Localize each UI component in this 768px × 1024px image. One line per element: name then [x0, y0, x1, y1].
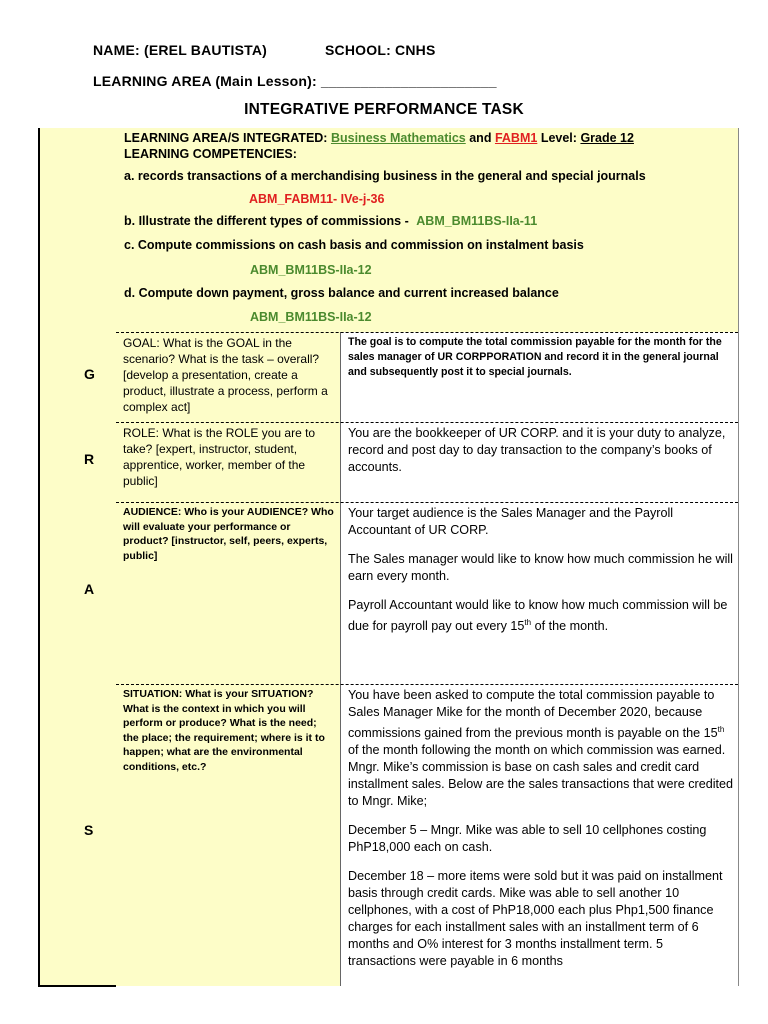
situation-question-cell [116, 684, 341, 986]
document-title: INTEGRATIVE PERFORMANCE TASK [244, 101, 524, 118]
audience-question: AUDIENCE: Who is your AUDIENCE? Who will evaluate your performance or product? [instructor, self, peers, experts, public] [123, 506, 334, 562]
situation-paragraph: You have been asked to compute the total commission payable to Sales Manager Mike for the month of December 2020, because commissions gained from the previous month is payable on the 15th of the month following the month on which commission was earned. Mngr. Mike’s commission is base on cash sales and credit card installment sales. Below are the sales transactions that were credited to Mngr. Mike; [348, 688, 734, 809]
situation-paragraph: December 18 – more items were sold but it was paid on installment basis through credit cards. Mike was able to sell another 10 cellphones, with a cost of PhP18,000 each plus Php1,500 finance charges for each installment sales with an installment term of 6 months and O% interest for 3 months installment term. 5 transactions were payable in 6 months [348, 869, 723, 969]
subject-business-math: Business Mathematics [330, 131, 466, 145]
competency-b-code: ABM_BM11BS-IIa-11 [416, 214, 538, 228]
role-question: ROLE: What is the ROLE you are to take? [expert, instructor, student, apprentice, worker, member of the public] [123, 426, 316, 488]
grasps-letter-s: S [84, 822, 94, 838]
role-answer: You are the bookkeeper of UR CORP. and it is your duty to analyze, record and post day to day transaction to the company’s books of accounts. [348, 426, 726, 474]
audience-answer-cell [341, 502, 739, 684]
grasps-column [38, 128, 118, 986]
situation-answer [348, 687, 734, 982]
grasps-letter-r: R [84, 451, 95, 467]
competency-d: d. Compute down payment, gross balance and current increased balance [124, 286, 559, 300]
student-name: NAME: (EREL BAUTISTA) [93, 42, 268, 58]
goal-question-cell [116, 332, 341, 422]
situation-row [116, 684, 738, 986]
audience-row [116, 502, 738, 684]
competency-c-code: ABM_BM11BS-IIa-12 [250, 263, 372, 277]
competency-a-code: ABM_FABM11- IVe-j-36 [249, 192, 385, 206]
row-divider [116, 684, 738, 685]
integrated-label: LEARNING AREA/S INTEGRATED: [124, 131, 328, 145]
grasps-letter-a: A [84, 581, 95, 597]
audience-paragraph: Your target audience is the Sales Manager and the Payroll Accountant of UR CORP. [348, 506, 674, 537]
grasps-letter-g: G [84, 366, 95, 382]
audience-question-cell [116, 502, 341, 684]
audience-paragraph: Payroll Accountant would like to know how much commission will be due for payroll pay out every 15th of the month. [348, 598, 728, 634]
goal-row [116, 332, 738, 422]
goal-question: GOAL: What is the GOAL in the scenario? What is the task – overall? [develop a presentation, create a product, illustrate a process, perform a complex act] [123, 336, 328, 414]
row-divider [116, 502, 738, 503]
audience-answer [348, 505, 734, 647]
integrated-line [124, 131, 634, 145]
competency-b-line [124, 214, 537, 228]
role-answer-cell [341, 422, 739, 502]
situation-question: SITUATION: What is your SITUATION? What is the context in which you will perform or produce? What is the need; the place; the requirement; where is it to happen; what are the environmental conditions, etc.? [123, 688, 325, 773]
goal-answer: The goal is to compute the total commission payable for the month for the sales manager of UR CORPPORATION and record it in the general journal and subsequently post it to special journals. [348, 336, 722, 378]
situation-answer-cell [341, 684, 739, 986]
situation-paragraph: December 5 – Mngr. Mike was able to sell 10 cellphones costing PhP18,000 each on cash. [348, 823, 707, 855]
competency-c: c. Compute commissions on cash basis and commission on instalment basis [124, 238, 584, 252]
school-name: SCHOOL: CNHS [325, 42, 436, 58]
role-row [116, 422, 738, 502]
level-label: Level: [540, 131, 577, 145]
row-divider [116, 422, 738, 423]
competency-b: b. Illustrate the different types of commissions - [124, 214, 409, 228]
competency-d-code: ABM_BM11BS-IIa-12 [250, 310, 372, 324]
learning-area-line: LEARNING AREA (Main Lesson): ______________________ [93, 73, 497, 89]
competencies-block [116, 128, 739, 332]
table-bottom-border [38, 985, 116, 987]
row-divider [116, 332, 738, 333]
competencies-label: LEARNING COMPETENCIES: [124, 147, 297, 161]
role-question-cell [116, 422, 341, 502]
competency-a: a. records transactions of a merchandising business in the general and special journals [124, 169, 646, 183]
subject-fabm1: FABM1 [494, 131, 538, 145]
audience-paragraph: The Sales manager would like to know how much commission he will earn every month. [348, 552, 733, 583]
and-word: and [469, 131, 492, 145]
level-value: Grade 12 [580, 131, 634, 145]
goal-answer-cell [341, 332, 739, 422]
